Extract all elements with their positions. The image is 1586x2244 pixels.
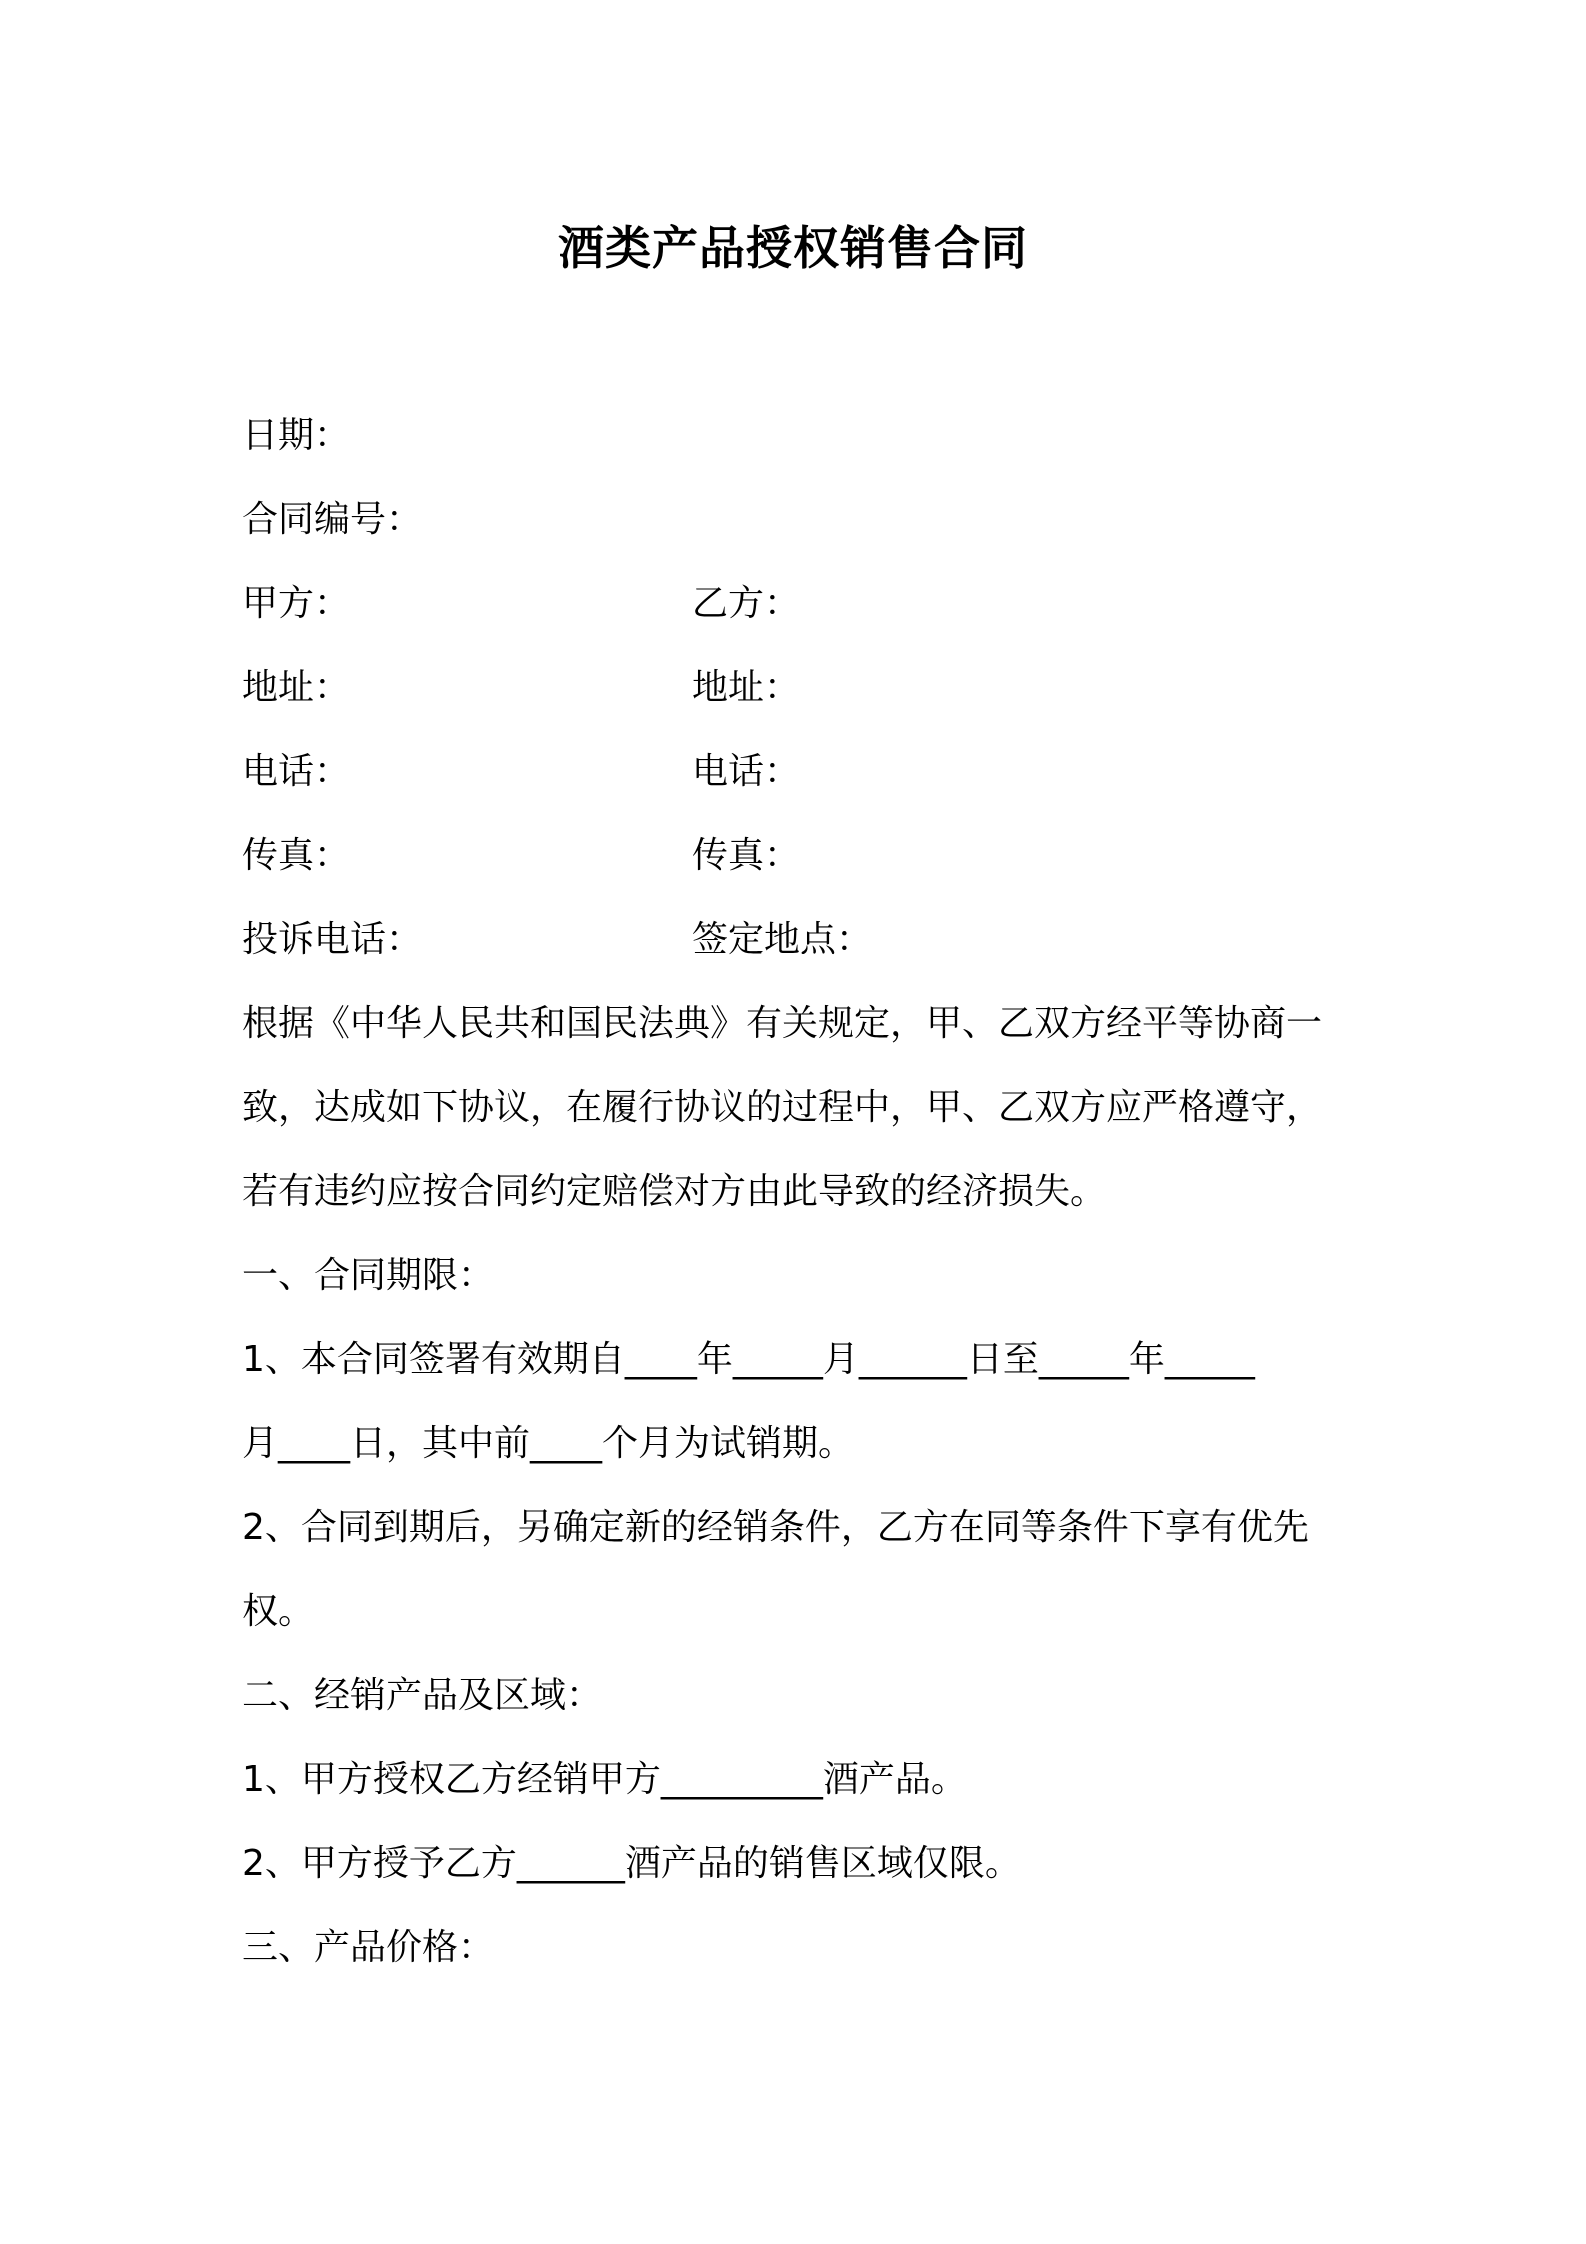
- section2-item2: 2、甲方授予乙方______酒产品的销售区域仅限。: [242, 1843, 1021, 1884]
- fax-b-label: 传真：: [692, 835, 801, 876]
- fax-a-label: 传真：: [242, 835, 351, 876]
- phone-a-label: 电话：: [242, 751, 351, 792]
- section1-item2-line2: 权。: [242, 1591, 315, 1632]
- complaint-phone-label: 投诉电话：: [242, 919, 423, 960]
- section1-heading: 一、合同期限：: [242, 1255, 495, 1296]
- preamble-line: 致，达成如下协议，在履行协议的过程中，甲、乙双方应严格遵守，: [242, 1087, 1323, 1128]
- signing-place-label: 签定地点：: [692, 919, 873, 960]
- section3-heading: 三、产品价格：: [242, 1927, 495, 1968]
- document-title: 酒类产品授权销售合同: [558, 221, 1028, 275]
- address-a-label: 地址：: [242, 667, 351, 708]
- section2-heading: 二、经销产品及区域：: [242, 1675, 603, 1716]
- section2-item1: 1、甲方授权乙方经销甲方_________酒产品。: [242, 1759, 967, 1800]
- address-b-label: 地址：: [692, 667, 801, 708]
- preamble-line: 根据《中华人民共和国民法典》有关规定，甲、乙双方经平等协商一: [242, 1003, 1323, 1044]
- section1-item2-line1: 2、合同到期后，另确定新的经销条件，乙方在同等条件下享有优先: [242, 1507, 1309, 1548]
- date-label: 日期：: [242, 415, 351, 456]
- phone-b-label: 电话：: [692, 751, 801, 792]
- party-b-label: 乙方：: [692, 583, 801, 624]
- party-a-label: 甲方：: [242, 583, 351, 624]
- section1-item1-line2: 月____日，其中前____个月为试销期。: [242, 1423, 855, 1464]
- section1-item1-line1: 1、本合同签署有效期自____年_____月______日至_____年_____: [242, 1339, 1255, 1380]
- contract-number-label: 合同编号：: [242, 499, 423, 540]
- preamble-line: 若有违约应按合同约定赔偿对方由此导致的经济损失。: [242, 1171, 1107, 1212]
